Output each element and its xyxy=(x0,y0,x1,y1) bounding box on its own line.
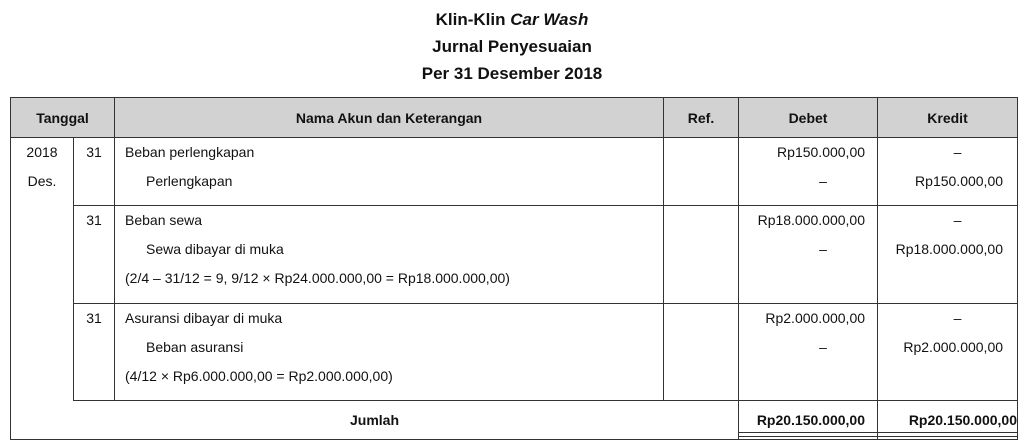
account-cell xyxy=(115,138,664,206)
report-period: Per 31 Desember 2018 xyxy=(421,64,603,83)
table-row xyxy=(11,303,1018,400)
total-kredit: Rp20.150.000,00 xyxy=(878,400,1018,439)
date-month-cell xyxy=(11,138,74,401)
column-header-ref: Ref. xyxy=(664,98,739,138)
table-header-row xyxy=(11,98,1018,138)
debit-account: Beban perlengkapan xyxy=(125,144,255,160)
table-row xyxy=(11,138,1018,206)
ref-cell xyxy=(664,138,739,206)
kredit-cell xyxy=(878,138,1018,206)
report-title: Jurnal Penyesuaian xyxy=(432,37,592,56)
kredit-amount: Rp18.000.000,00 xyxy=(895,241,1004,258)
total-kredit-double-underline xyxy=(878,432,1017,437)
kredit-amount: Rp150.000,00 xyxy=(915,173,1004,189)
company-name-prefix: Klin-Klin xyxy=(435,10,511,29)
report-title-block xyxy=(0,6,1024,87)
kredit-cell xyxy=(878,303,1018,400)
account-cell xyxy=(115,303,664,400)
ref-cell xyxy=(664,303,739,400)
kredit-amount: Rp2.000.000,00 xyxy=(903,338,1004,355)
table-row xyxy=(11,206,1018,303)
ref-cell xyxy=(664,206,739,303)
entry-note: (4/12 × Rp6.000.000,00 = Rp2.000.000,00) xyxy=(125,367,393,384)
debet-dash: – xyxy=(819,338,827,355)
debet-dash: – xyxy=(819,173,827,189)
date-year: 2018 xyxy=(26,144,58,160)
kredit-dash: – xyxy=(953,212,962,229)
debet-dash: – xyxy=(819,241,827,258)
debet-cell xyxy=(739,206,878,303)
kredit-dash: – xyxy=(953,309,962,326)
company-name-italic: Car Wash xyxy=(510,10,589,29)
credit-account: Perlengkapan xyxy=(146,173,233,189)
account-cell xyxy=(115,206,664,303)
kredit-dash: – xyxy=(953,144,962,160)
debet-amount: Rp2.000.000,00 xyxy=(765,309,866,326)
column-header-date: Tanggal xyxy=(11,98,115,138)
adjusting-journal-table xyxy=(10,97,1018,440)
kredit-cell xyxy=(878,206,1018,303)
credit-account: Beban asuransi xyxy=(146,338,244,355)
day-cell: 31 xyxy=(74,138,115,206)
column-header-kredit: Kredit xyxy=(878,98,1018,138)
entry-note: (2/4 – 31/12 = 9, 9/12 × Rp24.000.000,00 = Rp18.000.000,00) xyxy=(125,270,510,287)
debet-amount: Rp18.000.000,00 xyxy=(757,212,866,229)
day-cell: 31 xyxy=(74,206,115,303)
column-header-debet: Debet xyxy=(739,98,878,138)
debit-account: Asuransi dibayar di muka xyxy=(125,309,283,326)
column-header-account: Nama Akun dan Keterangan xyxy=(115,98,664,138)
credit-account: Sewa dibayar di muka xyxy=(146,241,284,258)
company-name xyxy=(0,6,1024,33)
debet-amount: Rp150.000,00 xyxy=(777,144,866,160)
date-month: Des. xyxy=(27,173,57,189)
total-debet: Rp20.150.000,00 xyxy=(739,400,878,439)
day-cell: 31 xyxy=(74,303,115,400)
total-label: Jumlah xyxy=(11,400,739,439)
total-debet-double-underline xyxy=(738,432,877,437)
debet-cell xyxy=(739,303,878,400)
debit-account: Beban sewa xyxy=(125,212,203,229)
debet-cell xyxy=(739,138,878,206)
